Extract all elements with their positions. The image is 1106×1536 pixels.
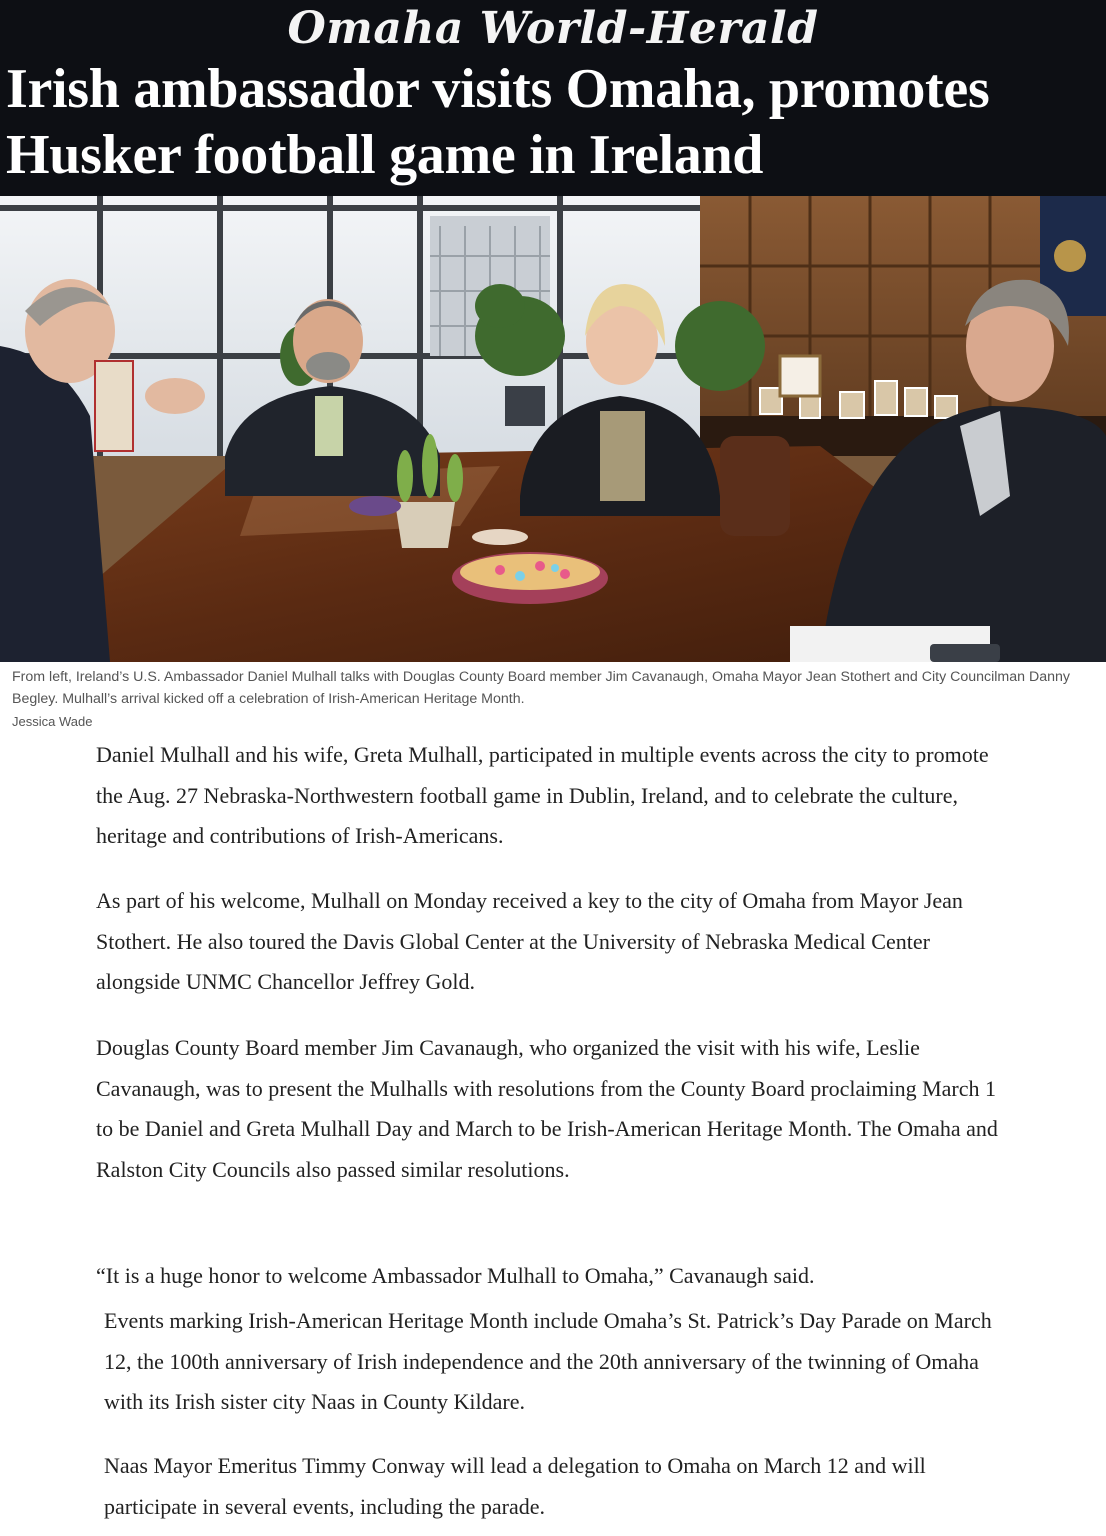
article-paragraph: As part of his welcome, Mulhall on Monday received a key to the city of Omaha from Mayor Jean Stothert. He also toured the Davis Global Center at the University of Nebraska Medical Center alongside UNMC Chancellor Jeffrey Gold. [96,888,963,994]
newspaper-logo[interactable]: Omaha World-Herald [287,3,819,54]
article-headline: Irish ambassador visits Omaha, promotes Husker football game in Ireland [6,58,990,186]
article-paragraph: Daniel Mulhall and his wife, Greta Mulhall, participated in multiple events across the city to promote the Aug. 27 Nebraska-Northwestern football game in Dublin, Ireland, and to celebrate the culture, heritage and contributions of Irish-Americans. [96,742,989,848]
article-paragraph: Events marking Irish-American Heritage Month include Omaha’s St. Patrick’s Day Parade on March 12, the 100th anniversary of Irish independence and the 20th anniversary of the twinning of Omaha with its Irish sister city Naas in County Kildare. [104,1308,992,1414]
article-paragraph: Douglas County Board member Jim Cavanaugh, who organized the visit with his wife, Leslie Cavanaugh, was to present the Mulhalls with resolutions from the County Board proclaiming March 1 to be Daniel and Greta Mulhall Day and March to be Irish-American Heritage Month. The Omaha and Ralston City Councils also passed similar resolutions. [96,1035,998,1182]
photo-credit: Jessica Wade [12,714,93,729]
masthead [0,0,1106,196]
article-paragraph: Naas Mayor Emeritus Timmy Conway will lead a delegation to Omaha on March 12 and will participate in several events, including the parade. [104,1453,926,1519]
article-photo[interactable] [0,196,1106,662]
photo-caption: From left, Ireland’s U.S. Ambassador Daniel Mulhall talks with Douglas County Board member Jim Cavanaugh, Omaha Mayor Jean Stothert and City Councilman Danny Begley. Mulhall’s arrival kicked off a celebration of Irish-American Heritage Month. [12,669,1070,707]
article-quote-paragraph: “It is a huge honor to welcome Ambassador Mulhall to Omaha,” Cavanaugh said. [96,1263,815,1288]
meeting-photo-illustration [0,196,1106,662]
